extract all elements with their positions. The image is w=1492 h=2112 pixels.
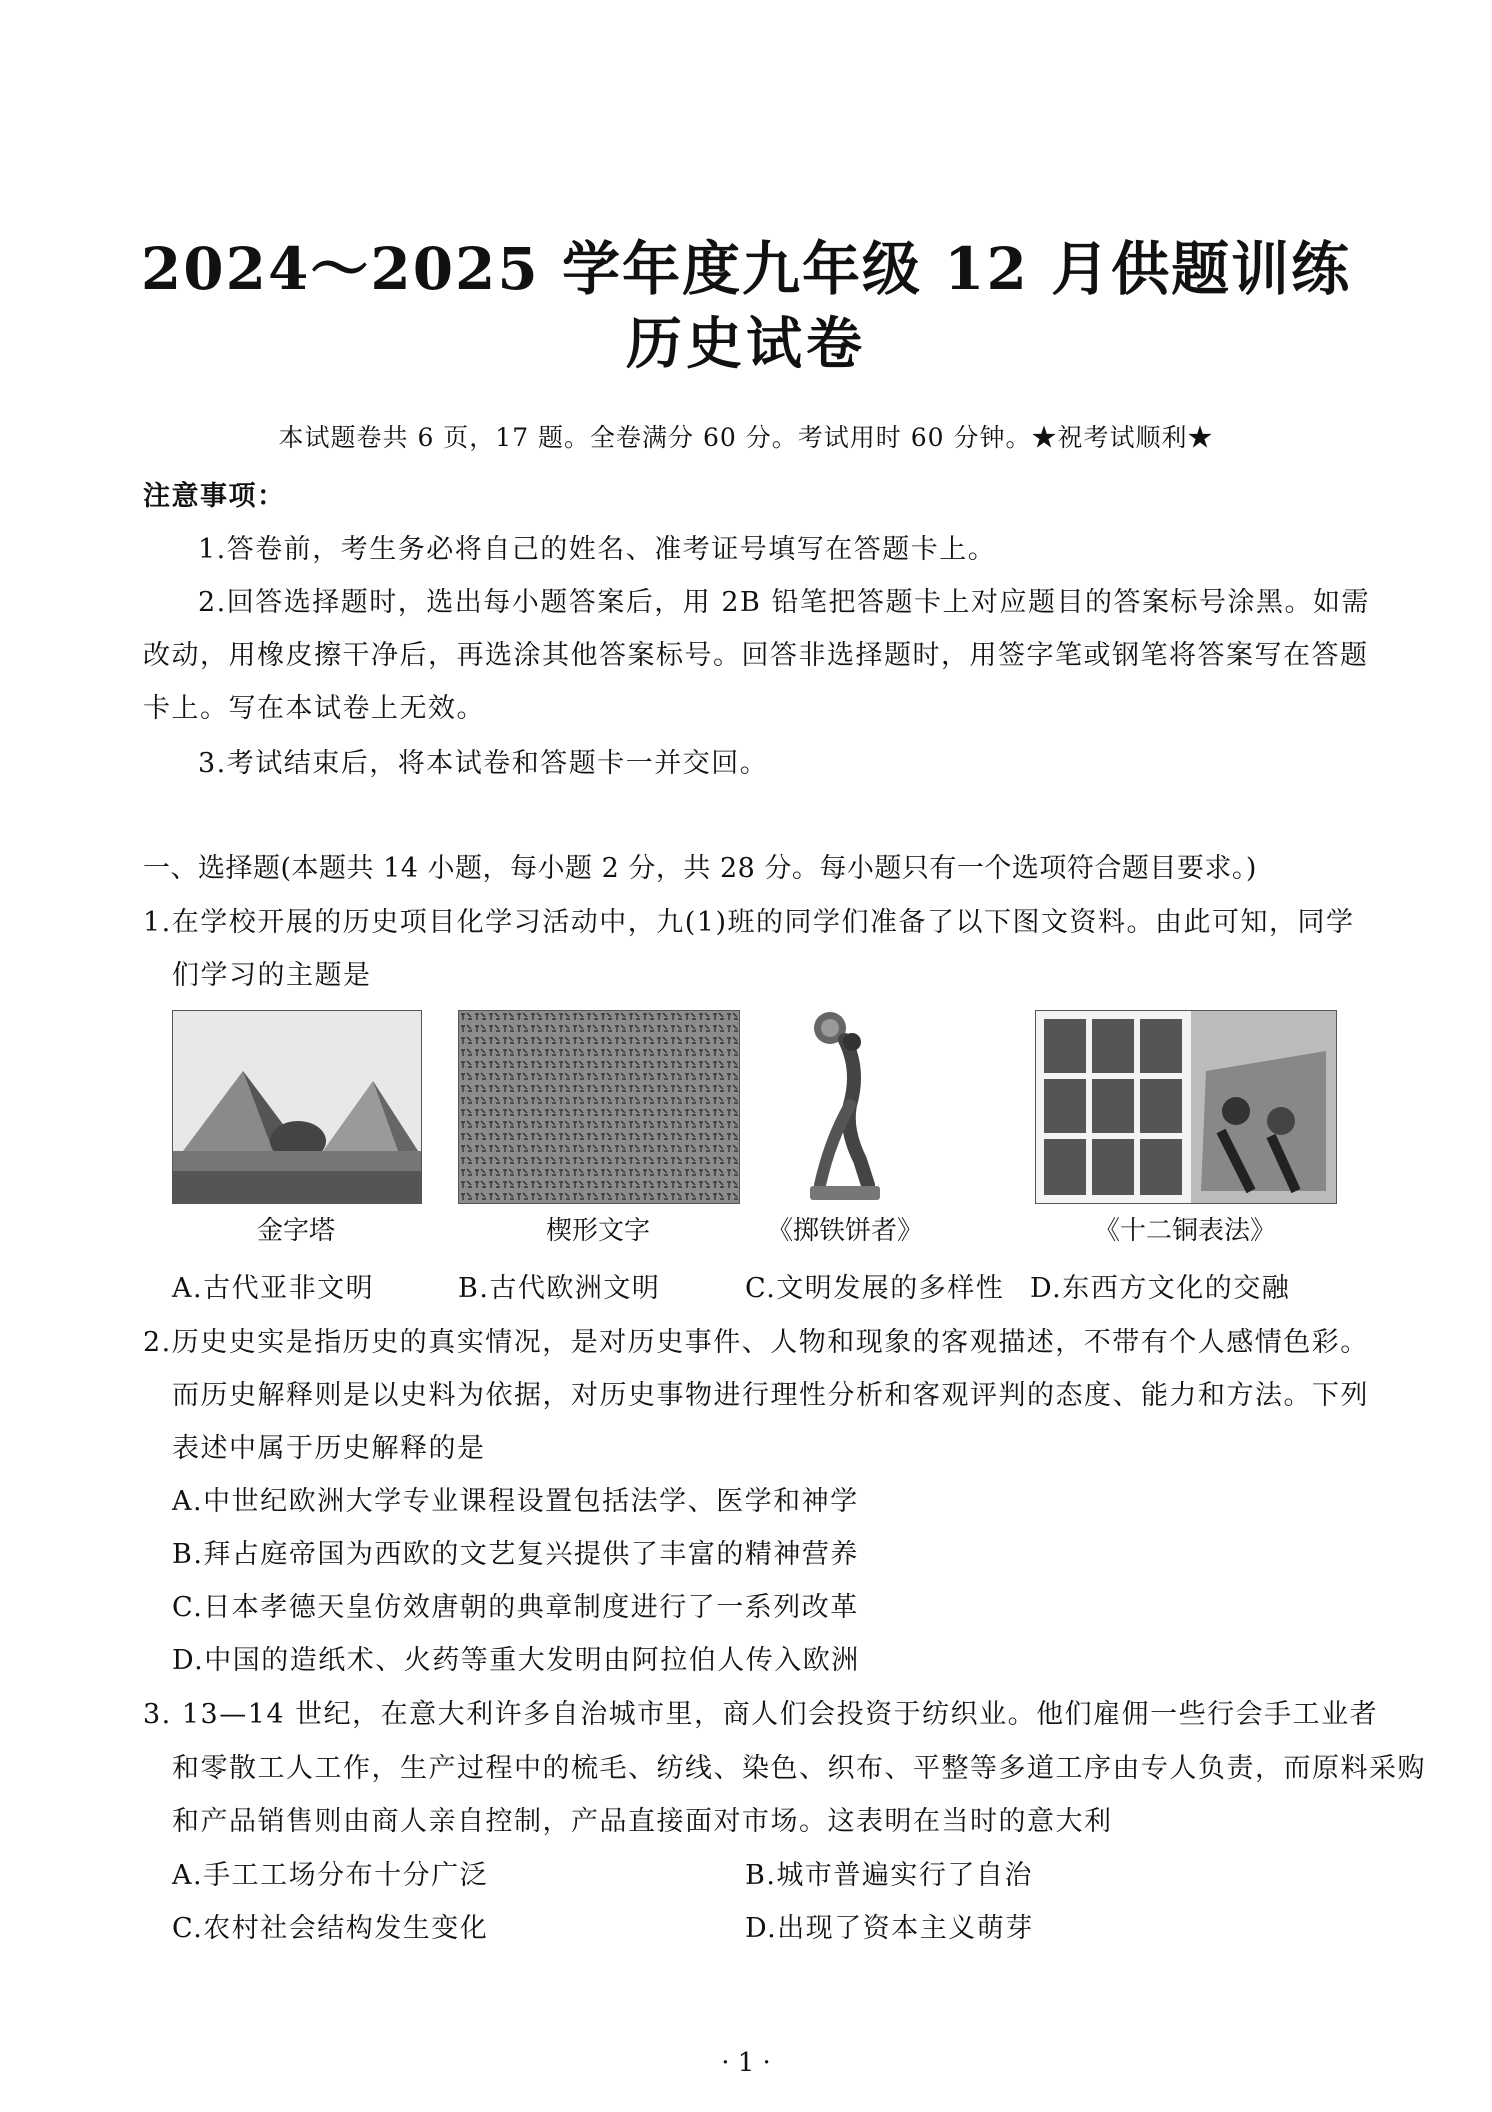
question-3-line2: 和零散工人工作，生产过程中的梳毛、纺线、染色、织布、平整等多道工序由专人负责，而原料采购	[172, 1753, 1426, 1784]
cuneiform-image	[458, 1010, 740, 1204]
notice-item-2-line1: 2.回答选择题时，选出每小题答案后，用 2B 铅笔把答题卡上对应题目的答案标号涂黑。如需	[198, 587, 1370, 618]
question-1-line2: 们学习的主题是	[172, 960, 372, 991]
caption-pyramid: 金字塔	[256, 1216, 335, 1246]
discobolus-image	[790, 1010, 900, 1202]
exam-info: 本试题卷共 6 页，17 题。全卷满分 60 分。考试用时 60 分钟。★祝考试顺利★	[278, 423, 1214, 452]
question-2-line2: 而历史解释则是以史料为依据，对历史事物进行理性分析和客观评判的态度、能力和方法。下列	[172, 1380, 1369, 1411]
question-3-line3: 和产品销售则由商人亲自控制，产品直接面对市场。这表明在当时的意大利	[172, 1806, 1113, 1837]
q1-option-b[interactable]: B.古代欧洲文明	[458, 1273, 661, 1304]
q3-option-c[interactable]: C.农村社会结构发生变化	[172, 1913, 489, 1944]
caption-cuneiform: 楔形文字	[545, 1216, 650, 1246]
notice-item-2-line2: 改动，用橡皮擦干净后，再选涂其他答案标号。回答非选择题时，用签字笔或钢笔将答案写在答题	[143, 640, 1369, 671]
q1-option-a[interactable]: A.古代亚非文明	[172, 1273, 375, 1304]
question-2-line1: 2.历史史实是指历史的真实情况，是对历史事件、人物和现象的客观描述，不带有个人感情色彩。	[143, 1327, 1369, 1358]
notice-item-3: 3.考试结束后，将本试卷和答题卡一并交回。	[198, 748, 769, 779]
q1-option-c[interactable]: C.文明发展的多样性	[745, 1273, 1005, 1304]
q1-option-d[interactable]: D.东西方文化的交融	[1030, 1273, 1291, 1304]
pyramid-image	[172, 1010, 422, 1204]
q3-option-a[interactable]: A.手工工场分布十分广泛	[172, 1860, 489, 1891]
section-heading: 一、选择题(本题共 14 小题，每小题 2 分，共 28 分。每小题只有一个选项符合题目要求。)	[143, 853, 1257, 884]
page-subtitle: 历史试卷	[626, 311, 866, 377]
page-number: · 1 ·	[721, 2048, 771, 2078]
question-1-line1: 1.在学校开展的历史项目化学习活动中，九(1)班的同学们准备了以下图文资料。由此可知，同学	[143, 907, 1355, 938]
q3-option-b[interactable]: B.城市普遍实行了自治	[745, 1860, 1033, 1891]
twelve-tables-image	[1035, 1010, 1337, 1204]
question-2-line3: 表述中属于历史解释的是	[172, 1433, 486, 1464]
question-3-line1: 3. 13—14 世纪，在意大利许多自治城市里，商人们会投资于纺织业。他们雇佣一些行会手工业者	[143, 1699, 1379, 1730]
notice-item-1: 1.答卷前，考生务必将自己的姓名、准考证号填写在答题卡上。	[198, 534, 997, 565]
q2-option-a[interactable]: A.中世纪欧洲大学专业课程设置包括法学、医学和神学	[172, 1486, 859, 1517]
page-title: 2024～2025 学年度九年级 12 月供题训练	[140, 235, 1352, 303]
caption-discobolus: 《掷铁饼者》	[766, 1216, 923, 1246]
caption-twelve-tables: 《十二铜表法》	[1093, 1216, 1276, 1246]
q3-option-d[interactable]: D.出现了资本主义萌芽	[745, 1913, 1034, 1944]
q2-option-c[interactable]: C.日本孝德天皇仿效唐朝的典章制度进行了一系列改革	[172, 1592, 859, 1623]
q2-option-b[interactable]: B.拜占庭帝国为西欧的文艺复兴提供了丰富的精神营养	[172, 1539, 859, 1570]
notice-heading: 注意事项：	[143, 481, 286, 512]
notice-item-2-line3: 卡上。写在本试卷上无效。	[143, 693, 485, 724]
q2-option-d[interactable]: D.中国的造纸术、火药等重大发明由阿拉伯人传入欧洲	[172, 1645, 860, 1676]
